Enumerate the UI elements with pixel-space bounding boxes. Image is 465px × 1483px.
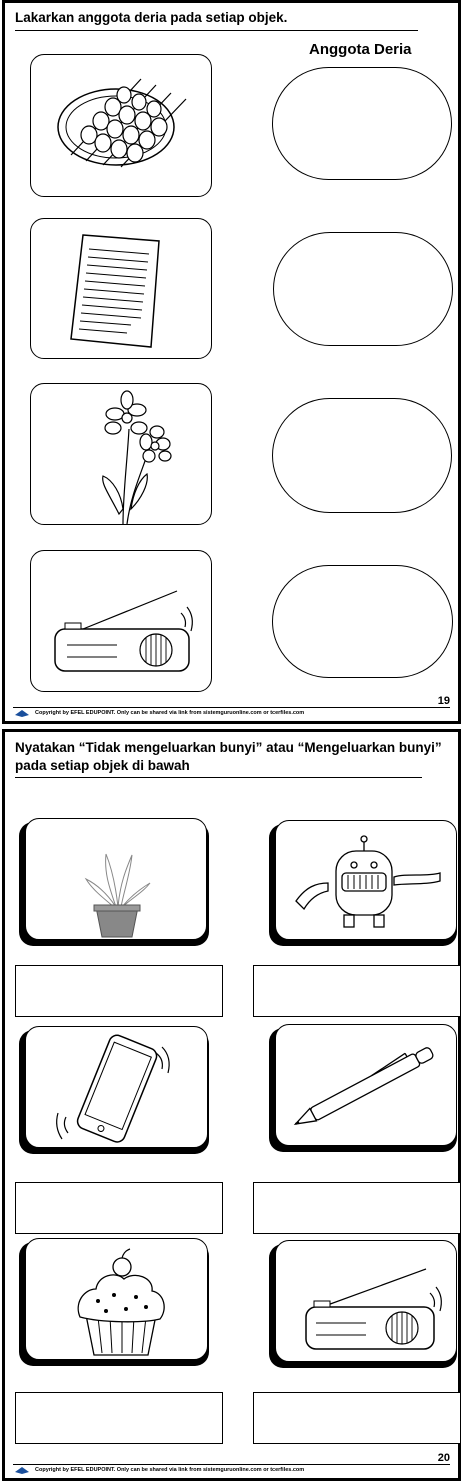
answer-oval-3[interactable] <box>272 398 452 513</box>
object-card-paper <box>30 218 212 359</box>
potted-plant-icon <box>26 819 208 941</box>
answer-oval-4[interactable] <box>272 565 453 678</box>
column-heading: Anggota Deria <box>309 41 412 58</box>
object-card-radio-2 <box>275 1240 457 1362</box>
pen-icon <box>276 1025 458 1147</box>
radio-icon <box>31 551 213 693</box>
cupcake-icon <box>26 1239 209 1361</box>
worksheet-page-20 <box>2 729 461 1481</box>
flower-icon <box>31 384 213 526</box>
vibrating-phone-icon <box>26 1027 209 1149</box>
copyright-footer <box>15 1466 304 1474</box>
satay-plate-icon <box>31 55 213 198</box>
page-number: 19 <box>437 695 450 707</box>
object-card-phone <box>25 1026 208 1148</box>
object-card-radio <box>30 550 212 692</box>
robot-icon <box>276 821 458 941</box>
object-card-satay <box>30 54 212 197</box>
answer-box-5[interactable] <box>15 1392 223 1444</box>
instruction-text: Lakarkan anggota deria pada setiap objek. <box>15 10 288 25</box>
object-card-cupcake <box>25 1238 208 1360</box>
answer-box-1[interactable] <box>15 965 223 1017</box>
copyright-text: Copyright by EFEL EDUPOINT. Only can be shared via link from sistemguruonline.com or tcerfiles.com <box>35 1467 305 1473</box>
paper-document-icon <box>31 219 213 360</box>
answer-box-2[interactable] <box>253 965 461 1017</box>
instruction-text-line1: Nyatakan “Tidak mengeluarkan bunyi” atau “Mengeluarkan bunyi” <box>15 740 442 755</box>
radio-icon <box>276 1241 458 1363</box>
copyright-footer <box>15 709 304 717</box>
answer-oval-2[interactable] <box>273 232 453 346</box>
footer-divider <box>13 1464 450 1465</box>
object-card-robot <box>275 820 457 940</box>
instruction-text-line2: pada setiap objek di bawah <box>15 758 190 773</box>
answer-oval-1[interactable] <box>272 67 452 180</box>
object-card-plant <box>25 818 207 940</box>
worksheet-page-19 <box>2 0 461 724</box>
answer-box-4[interactable] <box>253 1182 461 1234</box>
footer-divider <box>13 707 450 708</box>
instruction-underline <box>15 30 418 31</box>
answer-box-6[interactable] <box>253 1392 461 1444</box>
instruction-underline <box>15 777 422 778</box>
edupoint-logo-icon <box>15 1466 29 1474</box>
answer-box-3[interactable] <box>15 1182 223 1234</box>
page-number: 20 <box>437 1452 450 1464</box>
object-card-pen <box>275 1024 457 1146</box>
copyright-text: Copyright by EFEL EDUPOINT. Only can be shared via link from sistemguruonline.com or tcerfiles.com <box>35 710 305 716</box>
edupoint-logo-icon <box>15 709 29 717</box>
object-card-flower <box>30 383 212 525</box>
